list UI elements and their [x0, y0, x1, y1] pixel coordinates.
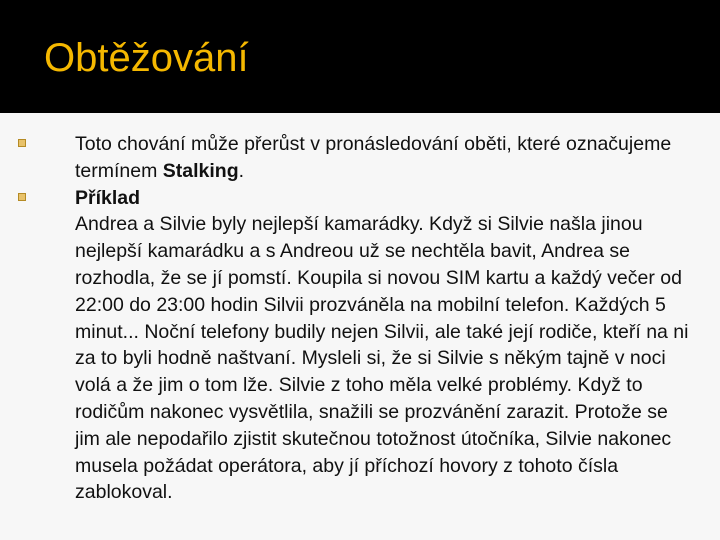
slide-title: Obtěžování — [44, 36, 249, 80]
square-bullet-icon — [18, 139, 26, 147]
bullet-text: Toto chování může přerůst v pronásledování oběti, které označujeme termínem — [75, 133, 672, 182]
example-body: Andrea a Silvie byly nejlepší kamarádky. Když si Silvie našla jinou nejlepší kamarádku a s Andreou už se nechtěla bavit, Andrea se rozhodla, že se jí pomstí. Koupila si novou SIM kartu a každý večer od 22:00 do 23:00 hodin Silvii prozváněla na mobilní telefon. Každých 5 minut... Noční telefony budily nejen Silvii, ale také její rodiče, kteří na ni za to byli hodně naštvaní. Mysleli si, že si Silvie s někým tajně v noci volá a že jim o tom lže. Silvie z toho měla velké problémy. Když to rodičům nakonec vysvětlila, snažili se prozvánění zarazit. Protože se jim ale nepodařilo zjistit skutečnou totožnost útočníka, Silvie nakonec musela požádat operátora, aby jí příchozí hovory z tohoto čísla zablokoval. — [75, 213, 689, 504]
bullet-item-example — [18, 185, 698, 507]
slide-content — [0, 113, 720, 540]
bullet-list — [18, 131, 698, 506]
bullet-item-stalking — [18, 131, 698, 185]
bullet-bold-term: Stalking — [162, 159, 239, 182]
title-band — [0, 0, 720, 113]
example-heading: Příklad — [75, 186, 141, 209]
bullet-text-end: . — [238, 159, 245, 182]
square-bullet-icon — [18, 193, 26, 201]
